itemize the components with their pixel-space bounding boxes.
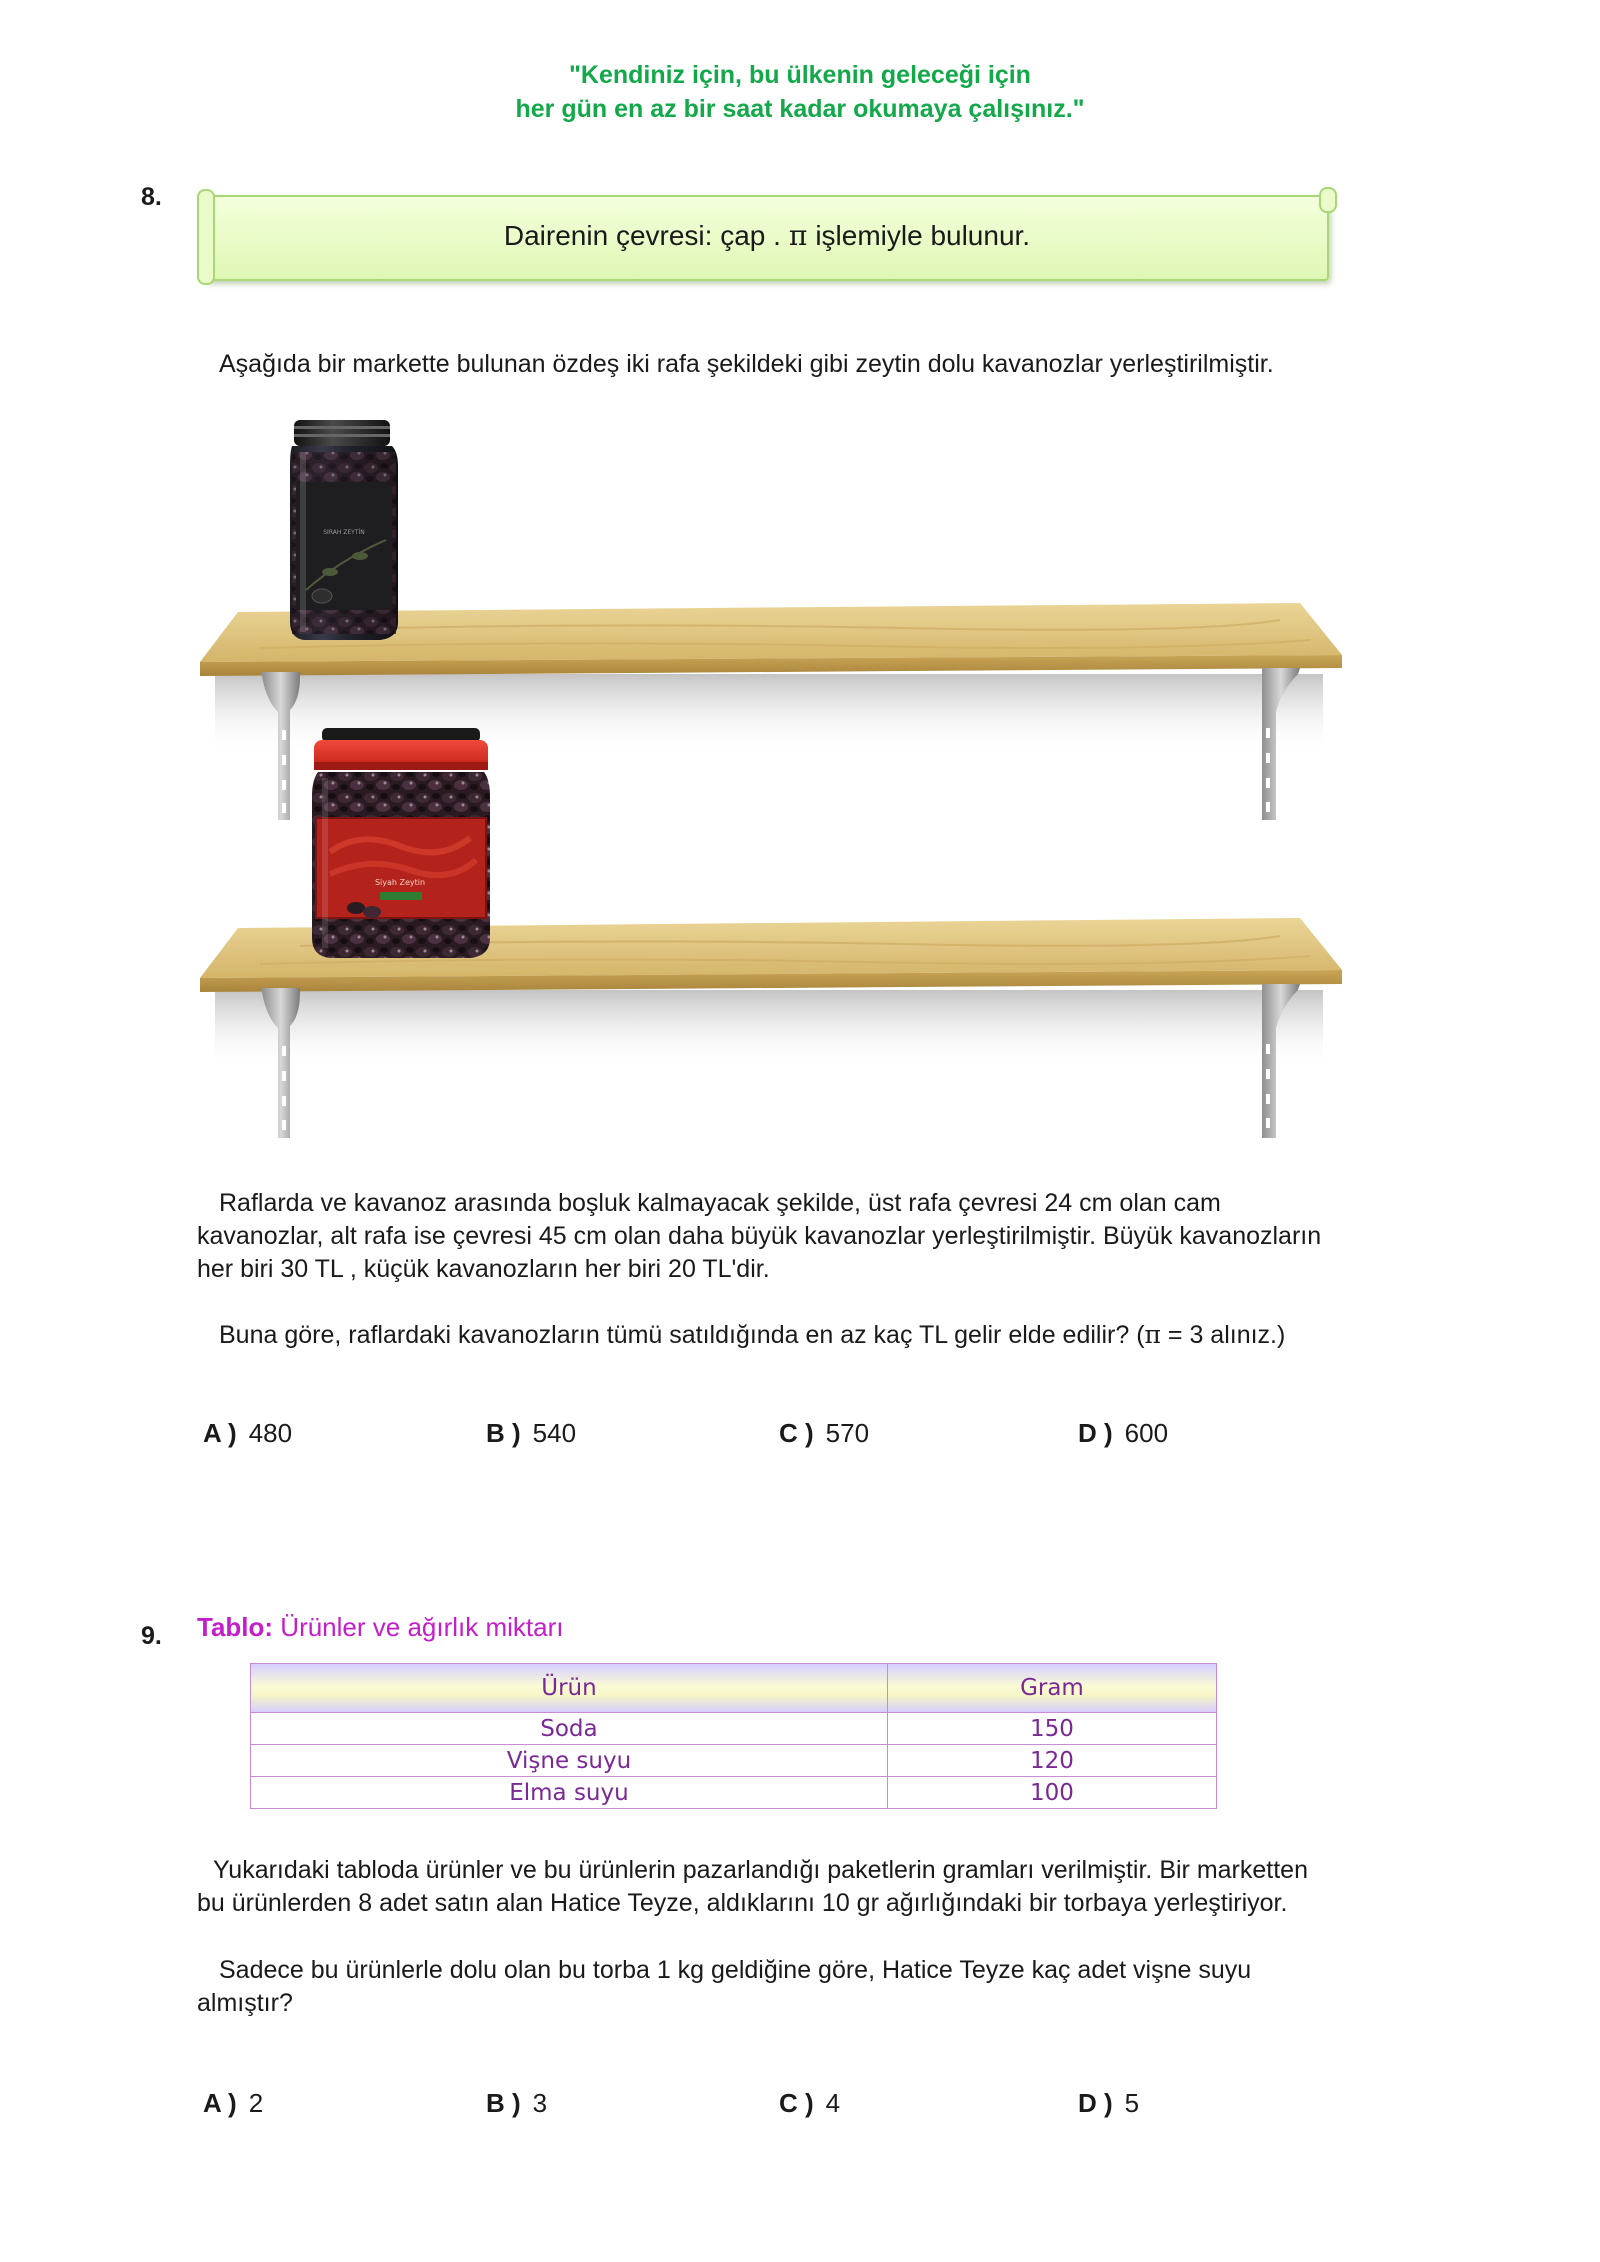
- q8-choice-b[interactable]: [486, 1418, 576, 1449]
- q8-choice-c-letter: C ): [779, 1418, 814, 1448]
- q9-title-bold: Tablo:: [197, 1612, 274, 1642]
- small-jar-label: SIRAH ZEYTİN: [323, 529, 365, 536]
- q8-choice-b-value: 540: [532, 1418, 577, 1448]
- q9-choice-a-value: 2: [248, 2088, 264, 2118]
- q9-choice-a[interactable]: [203, 2088, 263, 2119]
- table-header-product: Ürün: [251, 1664, 888, 1713]
- q8-question-pre: Buna göre, raflardaki kavanozların tümü satıldığında en az kaç TL gelir elde edilir? (: [219, 1321, 1145, 1349]
- table-row: [251, 1745, 1217, 1777]
- q9-para-line-1: Yukarıdaki tabloda ürünler ve bu ürünlerin pazarlandığı paketlerin gramları verilmiştir. Bir marketten: [213, 1856, 1308, 1884]
- table-row: [251, 1713, 1217, 1745]
- q9-choice-b-value: 3: [532, 2088, 548, 2118]
- table-cell-product: Soda: [251, 1713, 888, 1745]
- formula-post: işlemiyle bulunur.: [815, 220, 1031, 251]
- q8-choice-d-letter: D ): [1078, 1418, 1113, 1448]
- q8-question-post: = 3 alınız.): [1160, 1321, 1286, 1349]
- q9-para-line-2: bu ürünlerden 8 adet satın alan Hatice Teyze, aldıklarını 10 gr ağırlığındaki bir torbaya yerleştiriyor.: [197, 1889, 1288, 1917]
- q9-choice-c-letter: C ): [779, 2088, 814, 2118]
- small-olive-jar-image: [290, 420, 398, 640]
- question-8-number: 8.: [141, 183, 162, 211]
- q9-choice-b[interactable]: [486, 2088, 547, 2119]
- table-header-gram: Gram: [887, 1664, 1216, 1713]
- table-header-row: [251, 1664, 1217, 1713]
- q9-choice-d[interactable]: [1078, 2088, 1139, 2119]
- formula-pi: π: [788, 219, 808, 252]
- q8-choice-a[interactable]: [203, 1418, 292, 1449]
- products-weight-table: [250, 1663, 1217, 1809]
- q8-choice-d[interactable]: [1078, 1418, 1168, 1449]
- big-jar-label: Siyah Zeytin: [374, 878, 426, 887]
- table-cell-gram: 150: [887, 1713, 1216, 1745]
- q8-para-line-2: kavanozlar, alt rafa ise çevresi 45 cm olan daha büyük kavanozlar yerleştirilmiştir. Büyük kavanozların: [197, 1222, 1322, 1250]
- q8-question-pi: π: [1144, 1320, 1161, 1349]
- big-olive-jar-image: [312, 728, 490, 958]
- table-cell-gram: 120: [887, 1745, 1216, 1777]
- q9-question-line-1: Sadece bu ürünlerle dolu olan bu torba 1 kg geldiğine göre, Hatice Teyze kaç adet vişne suyu: [219, 1956, 1252, 1984]
- q8-para-line-3: her biri 30 TL , küçük kavanozların her biri 20 TL'dir.: [197, 1255, 770, 1283]
- table-cell-product: Vişne suyu: [251, 1745, 888, 1777]
- q9-choice-c-value: 4: [825, 2088, 841, 2118]
- q8-choice-c[interactable]: [779, 1418, 869, 1449]
- q8-choice-b-letter: B ): [486, 1418, 521, 1448]
- q9-choice-c[interactable]: [779, 2088, 840, 2119]
- q9-choice-a-letter: A ): [203, 2088, 237, 2118]
- motto-line-1: "Kendiniz için, bu ülkenin geleceği için: [569, 61, 1031, 89]
- table-row: [251, 1777, 1217, 1809]
- q8-choice-a-letter: A ): [203, 1418, 237, 1448]
- question-9-number: 9.: [141, 1622, 162, 1650]
- formula-pre: Dairenin çevresi: çap .: [503, 220, 781, 251]
- q8-choice-a-value: 480: [248, 1418, 293, 1448]
- q9-question-line-2: almıştır?: [197, 1989, 293, 2017]
- q8-choice-d-value: 600: [1124, 1418, 1169, 1448]
- q8-question: [219, 1318, 1285, 1352]
- q9-title-rest: Ürünler ve ağırlık miktarı: [273, 1612, 564, 1642]
- table-cell-product: Elma suyu: [251, 1777, 888, 1809]
- q9-choice-d-value: 5: [1124, 2088, 1140, 2118]
- q9-choice-d-letter: D ): [1078, 2088, 1113, 2118]
- q8-para-line-1: Raflarda ve kavanoz arasında boşluk kalmayacak şekilde, üst rafa çevresi 24 cm olan cam: [219, 1189, 1221, 1217]
- motto-line-2: her gün en az bir saat kadar okumaya çalışınız.": [515, 95, 1085, 123]
- q9-table-title: [197, 1612, 563, 1643]
- q8-choice-c-value: 570: [825, 1418, 870, 1448]
- q8-intro: Aşağıda bir markette bulunan özdeş iki rafa şekildeki gibi zeytin dolu kavanozlar yerleştirilmiştir.: [219, 350, 1274, 378]
- q9-choice-b-letter: B ): [486, 2088, 521, 2118]
- table-cell-gram: 100: [887, 1777, 1216, 1809]
